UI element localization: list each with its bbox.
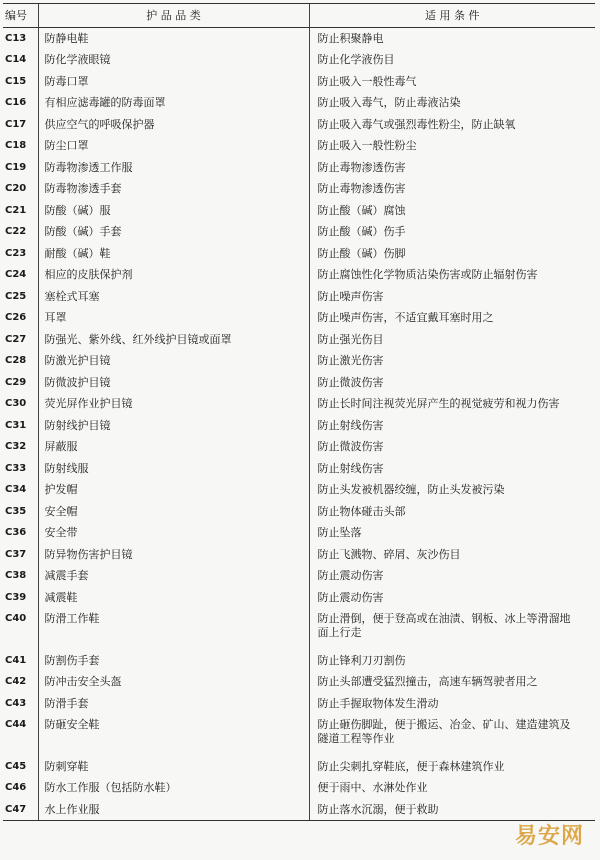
cell-condition <box>309 372 595 394</box>
cell-condition <box>309 28 595 50</box>
cell-condition <box>309 522 595 544</box>
cell-code: C29 <box>5 376 27 388</box>
cell-condition <box>309 693 595 715</box>
table-row <box>3 135 595 157</box>
table-row <box>3 307 595 329</box>
cell-code: C23 <box>5 247 27 259</box>
table-row <box>3 756 595 778</box>
cell-condition <box>309 243 595 265</box>
table-row <box>3 436 595 458</box>
condition-line: 防止手握取物体发生滑动 <box>317 696 439 710</box>
cell-name: 耐酸（碱）鞋 <box>38 243 309 265</box>
cell-condition <box>309 501 595 523</box>
condition-line: 面上行走 <box>317 626 362 639</box>
cell-condition <box>309 114 595 136</box>
table-row <box>3 714 595 756</box>
cell-code: C25 <box>5 290 27 302</box>
table-row <box>3 544 595 566</box>
cell-condition <box>309 799 595 821</box>
cell-code: C15 <box>5 75 27 87</box>
condition-line: 防止砸伤脚趾，便于搬运、冶金、矿山、建造建筑及 <box>317 718 571 731</box>
cell-code: C22 <box>5 226 27 237</box>
cell-name: 防异物伤害护目镜 <box>38 544 309 566</box>
cell-name: 防毒物渗透工作服 <box>38 157 309 179</box>
cell-name: 防毒物渗透手套 <box>38 178 309 200</box>
condition-line: 防止噪声伤害，不适宜戴耳塞时用之 <box>317 311 494 324</box>
condition-line: 防止毒物渗透伤害 <box>317 182 406 195</box>
condition-line: 防止射线伤害 <box>317 461 384 475</box>
cell-condition <box>309 650 595 672</box>
condition-line: 防止化学液伤目 <box>317 53 395 66</box>
table-row <box>3 264 595 286</box>
condition-line: 隧道工程等作业 <box>317 732 395 745</box>
cell-condition <box>309 393 595 415</box>
cell-code: C31 <box>5 419 27 431</box>
cell-condition <box>309 458 595 480</box>
cell-name: 防毒口罩 <box>38 71 309 93</box>
ppe-table <box>3 3 595 821</box>
table-row <box>3 415 595 437</box>
cell-condition <box>309 178 595 200</box>
condition-line: 防止吸入一般性毒气 <box>317 74 417 88</box>
cell-condition <box>309 608 595 650</box>
condition-line: 防止酸（碱）伤手 <box>317 225 406 238</box>
cell-code: C33 <box>5 462 27 474</box>
cell-name: 防射线护目镜 <box>38 415 309 437</box>
table-row <box>3 178 595 200</box>
cell-condition <box>309 587 595 609</box>
cell-code: C30 <box>5 398 27 409</box>
table-row <box>3 350 595 372</box>
cell-condition <box>309 777 595 799</box>
cell-name: 防激光护目镜 <box>38 350 309 372</box>
condition-line: 防止落水沉溺，便于救助 <box>317 802 439 816</box>
cell-condition <box>309 436 595 458</box>
cell-name: 减震手套 <box>38 565 309 587</box>
cell-name: 防化学液眼镜 <box>38 49 309 71</box>
condition-line: 防止震动伤害 <box>317 590 384 604</box>
cell-condition <box>309 49 595 71</box>
cell-name: 防微波护目镜 <box>38 372 309 394</box>
cell-name: 防酸（碱）服 <box>38 200 309 222</box>
cell-condition <box>309 544 595 566</box>
cell-name: 水上作业服 <box>38 799 309 821</box>
table-row <box>3 49 595 71</box>
cell-code: C27 <box>5 333 27 345</box>
header-name: 护 品 品 类 <box>38 4 309 28</box>
cell-code: C41 <box>5 654 27 666</box>
table-row <box>3 479 595 501</box>
cell-condition <box>309 307 595 329</box>
table-row <box>3 693 595 715</box>
table-row <box>3 565 595 587</box>
cell-code: C14 <box>5 54 27 65</box>
condition-line: 防止滑倒，便于登高或在油渍、钢板、冰上等滑溜地 <box>317 612 571 625</box>
table-row <box>3 243 595 265</box>
table-row <box>3 71 595 93</box>
condition-line: 防止飞溅物、碎屑、灰沙伤目 <box>317 547 461 561</box>
cell-condition <box>309 157 595 179</box>
cell-condition <box>309 565 595 587</box>
table-row <box>3 799 595 821</box>
cell-code: C18 <box>5 140 27 151</box>
cell-code: C16 <box>5 97 27 108</box>
cell-name: 防静电鞋 <box>38 28 309 50</box>
table-row <box>3 671 595 693</box>
cell-code: C46 <box>5 782 27 793</box>
cell-name: 荧光屏作业护目镜 <box>38 393 309 415</box>
table-row <box>3 157 595 179</box>
cell-name: 防割伤手套 <box>38 650 309 672</box>
condition-line: 防止酸（碱）腐蚀 <box>317 203 406 217</box>
cell-name: 防水工作服（包括防水鞋） <box>38 777 309 799</box>
cell-condition <box>309 415 595 437</box>
cell-condition <box>309 135 595 157</box>
cell-code: C20 <box>5 183 27 194</box>
cell-name: 护发帽 <box>38 479 309 501</box>
cell-condition <box>309 756 595 778</box>
condition-line: 防止积聚静电 <box>317 32 384 45</box>
condition-line: 防止头部遭受猛烈撞击，高速车辆驾驶者用之 <box>317 675 538 688</box>
cell-name: 屏蔽服 <box>38 436 309 458</box>
cell-name: 防射线服 <box>38 458 309 480</box>
cell-name: 防滑工作鞋 <box>38 608 309 650</box>
cell-condition <box>309 200 595 222</box>
table-row <box>3 522 595 544</box>
cell-condition <box>309 671 595 693</box>
cell-code: C39 <box>5 591 27 603</box>
header-code: 编号 <box>3 4 38 28</box>
condition-line: 防止物体碰击头部 <box>317 504 406 518</box>
cell-condition <box>309 286 595 308</box>
condition-line: 防止吸入一般性粉尘 <box>317 139 417 152</box>
cell-condition <box>309 71 595 93</box>
condition-line: 防止毒物渗透伤害 <box>317 160 406 174</box>
cell-code: C42 <box>5 676 27 687</box>
cell-code: C32 <box>5 441 27 452</box>
table-row <box>3 28 595 50</box>
cell-name: 防尘口罩 <box>38 135 309 157</box>
cell-name: 防刺穿鞋 <box>38 756 309 778</box>
table-row <box>3 286 595 308</box>
table-row <box>3 372 595 394</box>
cell-condition <box>309 329 595 351</box>
condition-line: 防止噪声伤害 <box>317 289 384 303</box>
condition-line: 防止激光伤害 <box>317 354 384 367</box>
cell-name: 有相应滤毒罐的防毒面罩 <box>38 92 309 114</box>
table-row <box>3 200 595 222</box>
cell-code: C17 <box>5 118 27 130</box>
cell-code: C28 <box>5 355 27 366</box>
condition-line: 防止锋利刀刃割伤 <box>317 653 406 667</box>
condition-line: 防止腐蚀性化学物质沾染伤害或防止辐射伤害 <box>317 268 538 281</box>
cell-condition <box>309 714 595 756</box>
cell-code: C38 <box>5 570 27 581</box>
condition-line: 防止微波伤害 <box>317 440 384 453</box>
cell-name: 防酸（碱）手套 <box>38 221 309 243</box>
cell-condition <box>309 221 595 243</box>
cell-code: C43 <box>5 697 27 709</box>
header-condition: 适 用 条 件 <box>309 4 595 28</box>
table-row <box>3 501 595 523</box>
cell-code: C34 <box>5 484 27 495</box>
cell-condition <box>309 264 595 286</box>
condition-line: 防止微波伤害 <box>317 375 384 389</box>
cell-name: 防冲击安全头盔 <box>38 671 309 693</box>
cell-name: 防滑手套 <box>38 693 309 715</box>
cell-name: 防砸安全鞋 <box>38 714 309 756</box>
table-row <box>3 458 595 480</box>
cell-code: C45 <box>5 760 27 772</box>
condition-line: 防止震动伤害 <box>317 569 384 582</box>
table-header-row <box>3 4 595 28</box>
condition-line: 防止酸（碱）伤脚 <box>317 246 406 260</box>
table-row <box>3 393 595 415</box>
condition-line: 防止长时间注视荧光屏产生的视觉疲劳和视力伤害 <box>317 397 560 410</box>
cell-code: C37 <box>5 548 27 560</box>
condition-line: 防止尖刺扎穿鞋底，便于森林建筑作业 <box>317 759 505 773</box>
table-row <box>3 608 595 650</box>
watermark-logo: 易安网 <box>514 824 584 849</box>
table-row <box>3 777 595 799</box>
cell-name: 安全带 <box>38 522 309 544</box>
cell-code: C21 <box>5 204 27 216</box>
condition-line: 防止强光伤目 <box>317 332 384 346</box>
condition-line: 防止坠落 <box>317 526 362 539</box>
condition-line: 便于雨中、水淋处作业 <box>317 781 428 794</box>
cell-code: C26 <box>5 312 27 323</box>
cell-condition <box>309 479 595 501</box>
cell-code: C35 <box>5 505 27 517</box>
condition-line: 防止头发被机器绞缠，防止头发被污染 <box>317 483 505 496</box>
condition-line: 防止射线伤害 <box>317 418 384 432</box>
cell-code: C19 <box>5 161 27 173</box>
cell-name: 安全帽 <box>38 501 309 523</box>
condition-line: 防止吸入毒气，防止毒液沾染 <box>317 96 461 109</box>
cell-code: C40 <box>5 613 27 624</box>
cell-code: C24 <box>5 269 27 280</box>
cell-condition <box>309 92 595 114</box>
cell-code: C13 <box>5 33 27 44</box>
cell-name: 供应空气的呼吸保护器 <box>38 114 309 136</box>
table-row <box>3 92 595 114</box>
cell-name: 相应的皮肤保护剂 <box>38 264 309 286</box>
cell-name: 减震鞋 <box>38 587 309 609</box>
cell-name: 耳罩 <box>38 307 309 329</box>
cell-name: 防强光、紫外线、红外线护目镜或面罩 <box>38 329 309 351</box>
cell-condition <box>309 350 595 372</box>
condition-line: 防止吸入毒气或强烈毒性粉尘，防止缺氧 <box>317 117 516 131</box>
table-row <box>3 650 595 672</box>
cell-code: C47 <box>3 799 38 821</box>
cell-name: 塞栓式耳塞 <box>38 286 309 308</box>
cell-code: C44 <box>5 719 27 730</box>
table-row <box>3 329 595 351</box>
table-row <box>3 587 595 609</box>
table-row <box>3 221 595 243</box>
table-row <box>3 114 595 136</box>
cell-code: C36 <box>5 527 27 538</box>
